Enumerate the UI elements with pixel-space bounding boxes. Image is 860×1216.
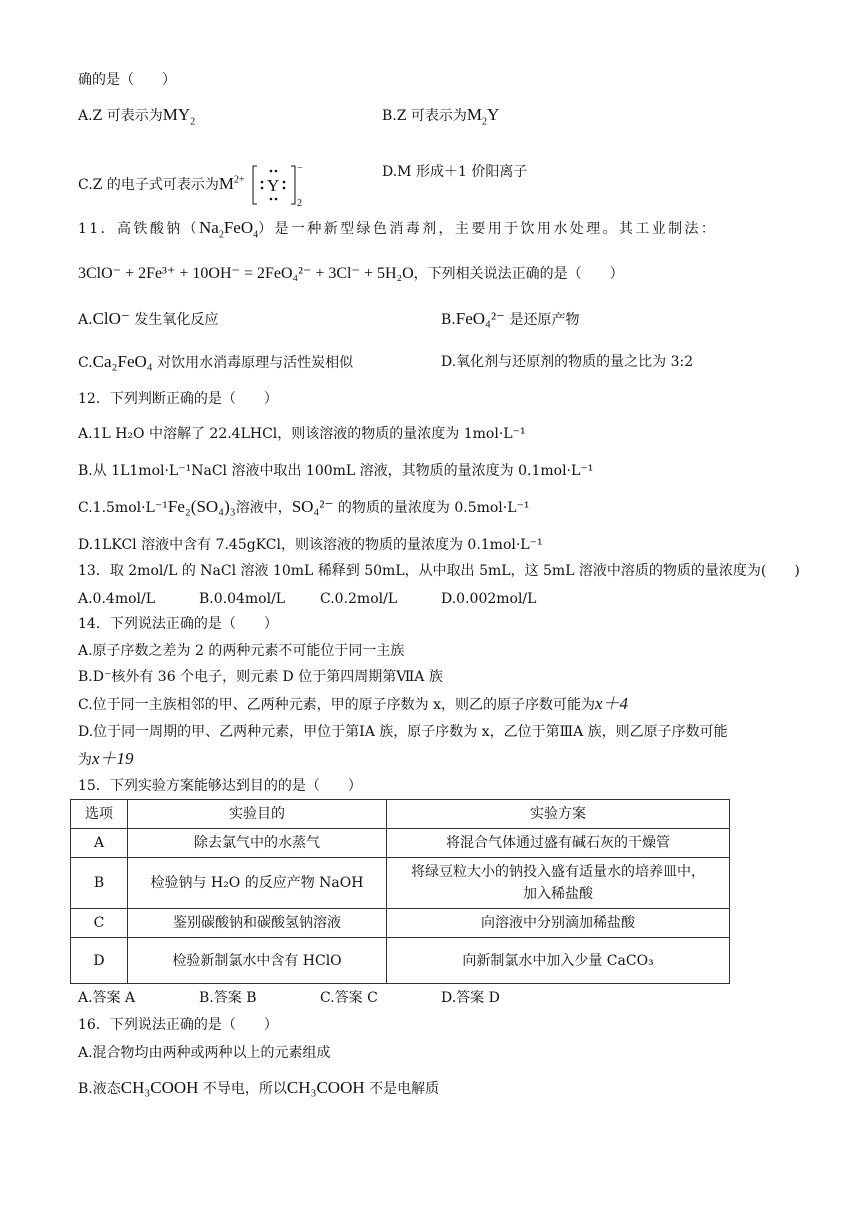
q12-option-d: D.1LKCl 溶液中含有 7.45gKCl，则该溶液的物质的量浓度为 0.1mol·L⁻¹ — [78, 537, 543, 553]
table-cell: 向溶液中分别滴加稀盐酸 — [387, 909, 730, 938]
q14-option-a: A.原子序数之差为 2 的两种元素不可能位于同一主族 — [78, 643, 405, 659]
q15-table — [70, 799, 730, 984]
q10-stem-tail: 确的是（ ） — [78, 72, 176, 88]
q11-option-a: A.ClO⁻ 发生氧化反应 — [78, 309, 219, 328]
q11-stem: 11．高铁酸钠$(Na_2FeO_4)$是一种新型绿色消毒剂，主要用于饮用水处理。其工业制法： — [78, 218, 718, 241]
q12-stem: 12．下列判断正确的是（ ） — [78, 391, 278, 407]
q11-equation-tail: ，下列相关说法正确的是（ ） — [413, 266, 624, 282]
q16-option-b: B.液态CH₃COOH 不导电，所以CH₃COOH 不是电解质 — [78, 1078, 440, 1097]
table-header-row — [71, 800, 730, 829]
q15-option: C.答案 C — [320, 990, 378, 1006]
q11-equation: 3ClO⁻ + 2Fe³⁺ + 10OH⁻ = 2FeO₄²⁻ + 3Cl⁻ + 5H₂O — [78, 265, 414, 282]
q16-stem: 16．下列说法正确的是（ ） — [78, 1017, 278, 1033]
table-cell: 将绿豆粒大小的钠投入盛有适量水的培养皿中， 加入稀盐酸 — [387, 858, 730, 909]
q14-stem: 14．下列说法正确的是（ ） — [78, 616, 278, 632]
q11-option-d: D.氧化剂与还原剂的物质的量之比为 3:2 — [441, 354, 694, 370]
table-header: 实验方案 — [387, 800, 730, 829]
q11-option-c: C.Ca₂FeO₄ 对饮用水消毒原理与活性炭相似 — [78, 352, 354, 371]
q15-option: A.答案 A — [78, 990, 136, 1006]
q12-option-a: A.1L H₂O 中溶解了 22.4LHCl，则该溶液的物质的量浓度为 1mol·L⁻¹ — [78, 426, 526, 442]
q12-option-b: B.从 1L1mol·L⁻¹NaCl 溶液中取出 100mL 溶液，其物质的量浓度为 0.1mol·L⁻¹ — [78, 463, 594, 479]
table-cell: 检验钠与 H₂O 的反应产物 NaOH — [128, 858, 387, 909]
q15-stem: 15．下列实验方案能够达到目的的是（ ） — [78, 778, 362, 794]
table-header: 选项 — [71, 800, 128, 829]
q15-option: D.答案 D — [441, 990, 500, 1006]
table-cell: B — [71, 858, 128, 909]
q10-option-d: D.M 形成＋1 价阳离子 — [382, 164, 528, 180]
q16-option-a: A.混合物均由两种或两种以上的元素组成 — [78, 1045, 331, 1061]
q14-option-d: D.位于同一周期的甲、乙两种元素，甲位于第ⅠA 族，原子序数为 x，乙位于第ⅢA 族，则乙原子序数可能 — [78, 724, 728, 740]
q10-c-M: $M^{2+}$ — [218, 174, 245, 193]
table-row — [71, 909, 730, 938]
table-cell: 检验新制氯水中含有 HClO — [128, 938, 387, 984]
table-cell: 将混合气体通过盛有碱石灰的干燥管 — [387, 829, 730, 858]
table-row — [71, 858, 730, 909]
q13-option: D.0.002mol/L — [441, 591, 537, 607]
q10-a-label: A.Z 可表示为 — [78, 108, 163, 124]
q11-equation-line — [78, 264, 624, 284]
electron-dot-bracket — [251, 162, 303, 208]
q15-option: B.答案 B — [199, 990, 257, 1006]
svg-text:−: − — [297, 163, 303, 174]
q14-option-c: C.位于同一主族相邻的甲、乙两种元素，甲的原子序数为 x，则乙的原子序数可能为x＋4 — [78, 694, 629, 713]
svg-text:2: 2 — [297, 198, 303, 208]
table-row — [71, 938, 730, 984]
table-header: 实验目的 — [128, 800, 387, 829]
q10-option-b — [382, 105, 499, 126]
q11-stem-formula: $Na_2FeO_4$ — [199, 218, 259, 241]
q14-option-b: B.D⁻核外有 36 个电子，则元素 D 位于第四周期第ⅦA 族 — [78, 669, 443, 685]
table-cell: A — [71, 829, 128, 858]
table-cell: 向新制氯水中加入少量 CaCO₃ — [387, 938, 730, 984]
table-cell: 除去氯气中的水蒸气 — [128, 829, 387, 858]
q15-options — [78, 988, 500, 1008]
q12-option-c: C.1.5mol·L⁻¹Fe₂(SO₄)₃溶液中，SO₄²⁻ 的物质的量浓度为 0.5mol·L⁻¹ — [78, 497, 530, 516]
q13-option: C.0.2mol/L — [320, 591, 398, 607]
q10-option-a — [78, 105, 195, 126]
q10-b-label: B.Z 可表示为 — [382, 108, 467, 124]
table-row — [71, 829, 730, 858]
q13-options — [78, 589, 536, 609]
q10-option-c — [78, 162, 303, 208]
q10-b-formula: $M_2Y$ — [466, 105, 500, 128]
table-cell: C — [71, 909, 128, 938]
q13-option: A.0.4mol/L — [78, 591, 156, 607]
q13-option: B.0.04mol/L — [199, 591, 286, 607]
table-cell: D — [71, 938, 128, 984]
q14-option-d-cont: 为x＋19 — [78, 749, 134, 768]
q13-stem: 13．取 2mol/L 的 NaCl 溶液 10mL 稀释到 50mL，从中取出 5mL，这 5mL 溶液中溶质的物质的量浓度为( ) — [78, 563, 800, 579]
q11-option-b: B.FeO₄²⁻ 是还原产物 — [441, 309, 580, 328]
svg-text:Y: Y — [267, 176, 280, 195]
table-cell: 鉴别碳酸钠和碳酸氢钠溶液 — [128, 909, 387, 938]
q10-c-label: C.Z 的电子式可表示为 — [78, 177, 219, 193]
q10-a-formula: $MY_2$ — [162, 105, 196, 128]
